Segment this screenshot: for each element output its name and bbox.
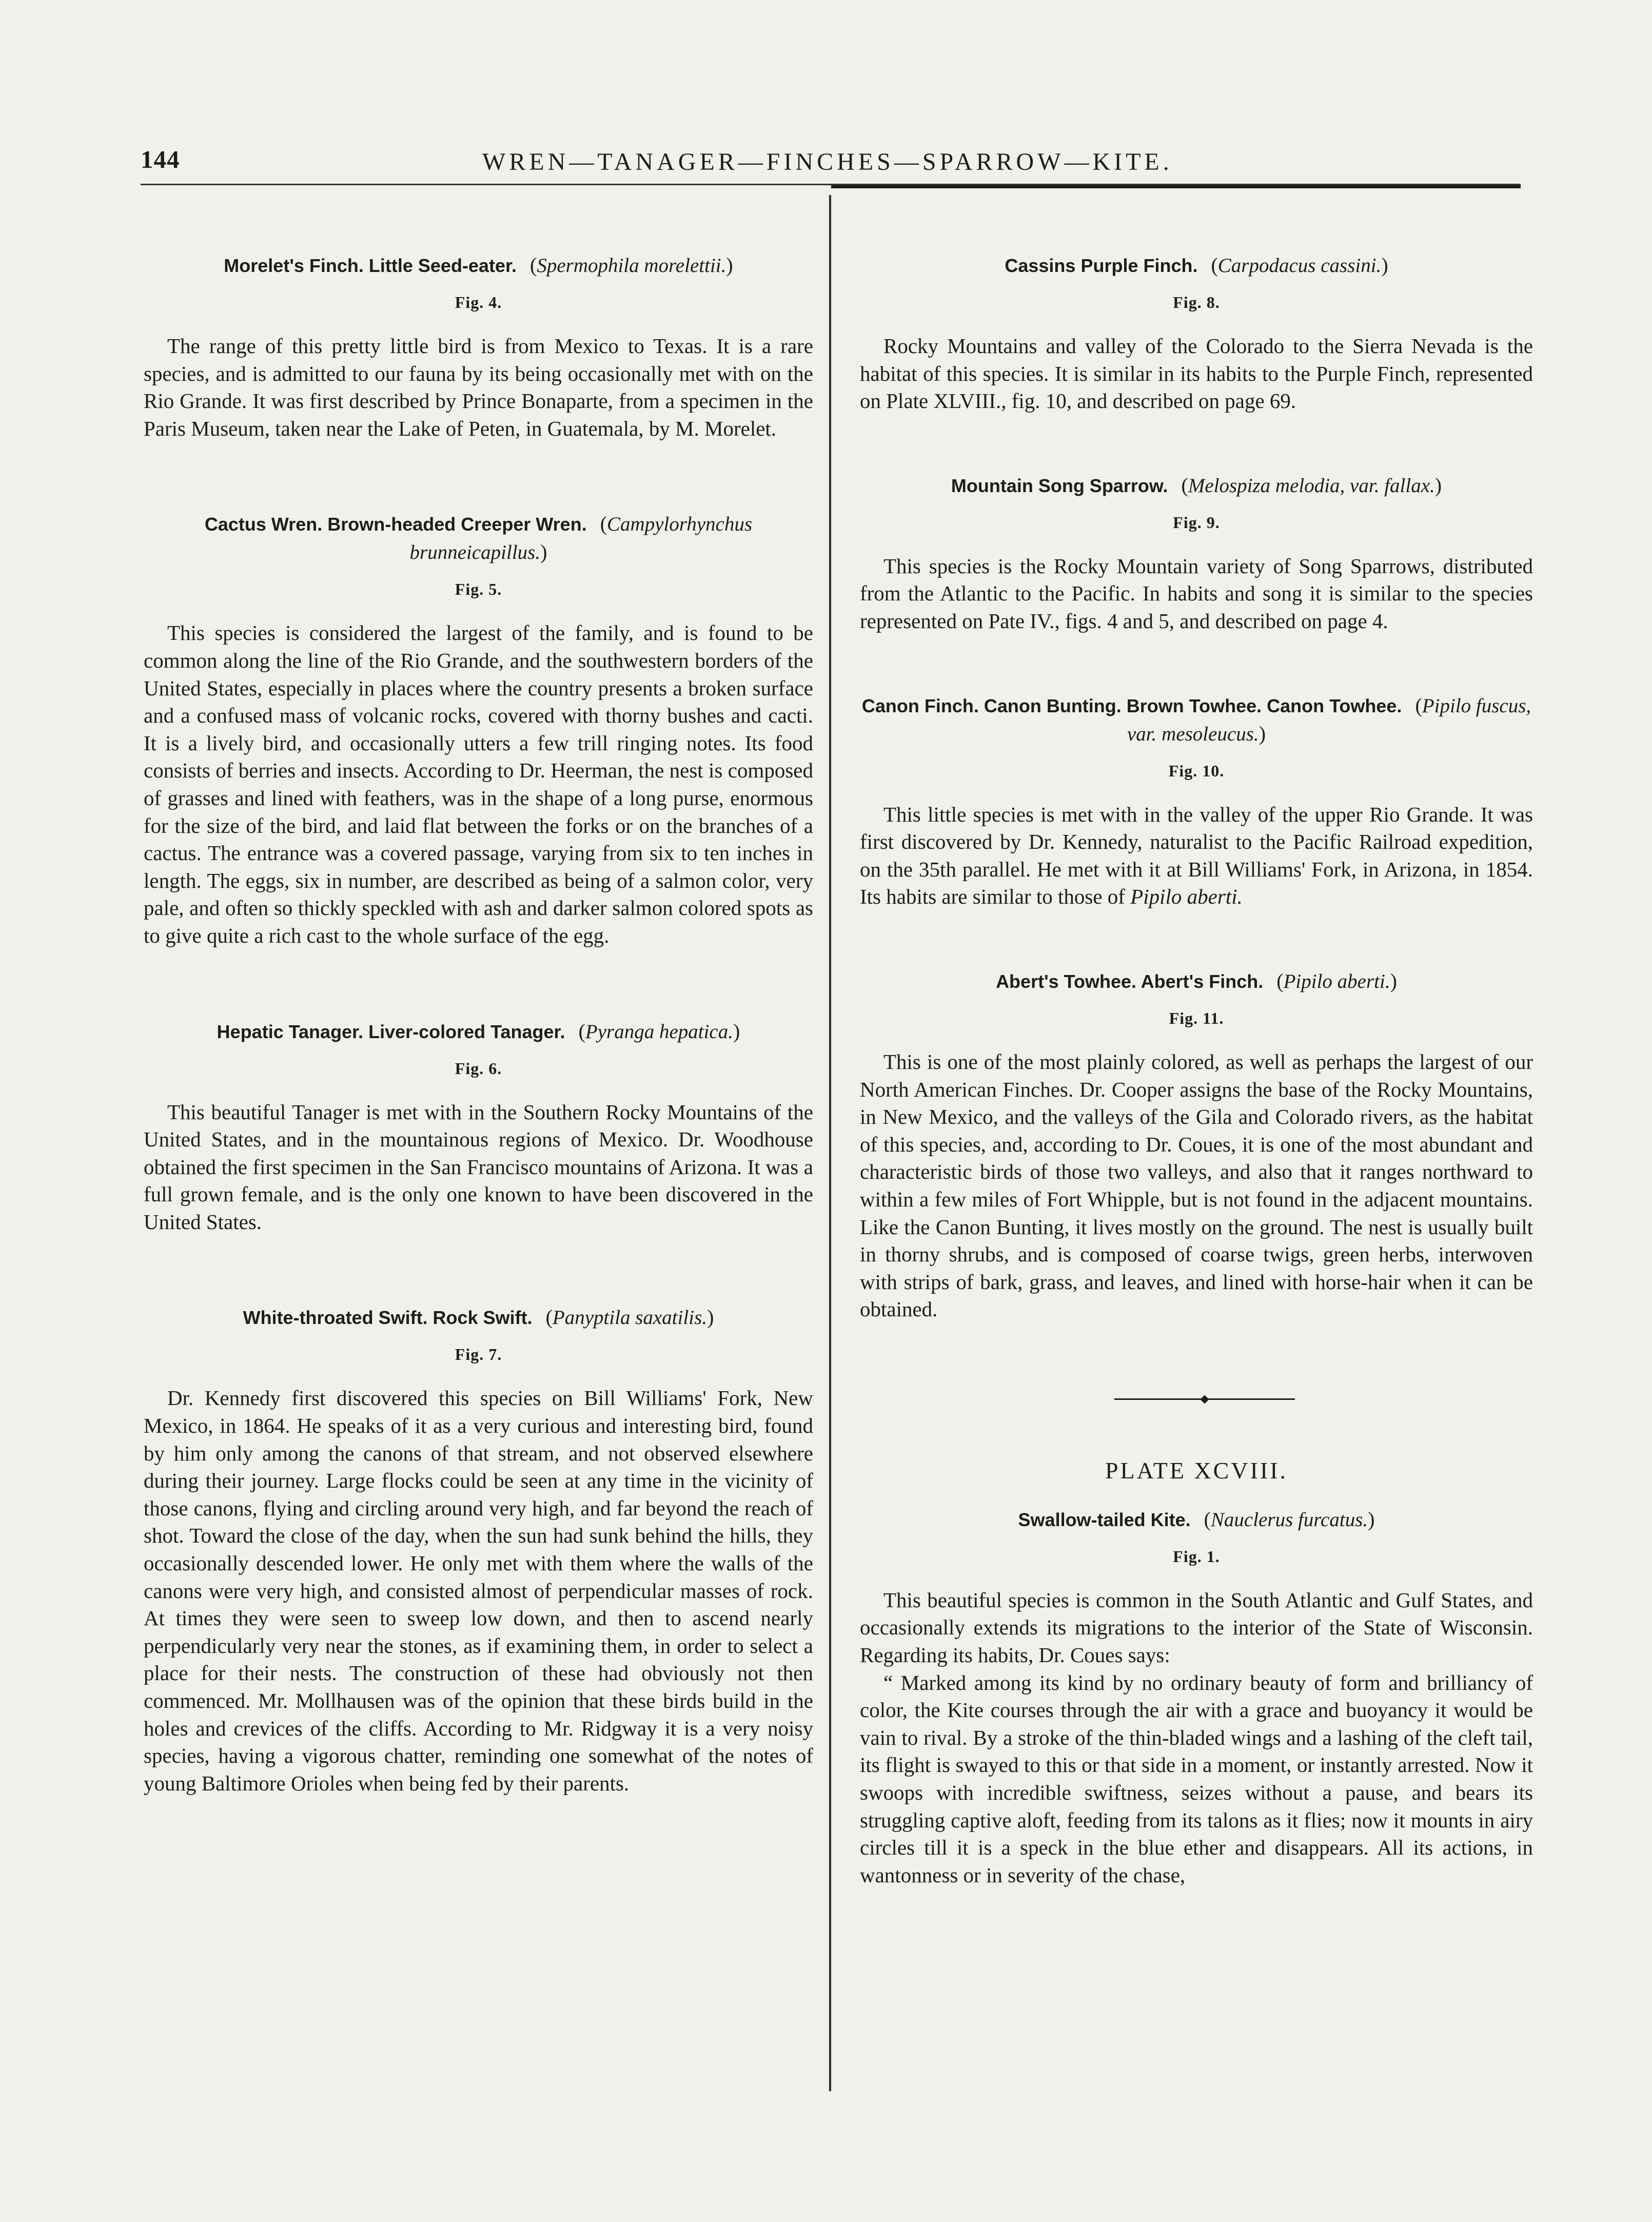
figure-reference: Fig. 7. <box>455 1345 502 1364</box>
section-ornament <box>860 1390 1533 1411</box>
latin-name: Pyranga hepatica. <box>585 1020 733 1043</box>
right-column <box>860 251 1533 1889</box>
latin-name: Panyptila saxatilis. <box>552 1307 707 1329</box>
latin-name: Campylorhynchus brunneicapillus. <box>409 513 753 564</box>
entry-title: Canon Finch. Canon Bunting. Brown Towhee. Canon Towhee. (Pipilo fuscus, var. mesoleucus.) <box>861 693 1531 745</box>
common-name: Cactus Wren. Brown-headed Creeper Wren. <box>204 514 587 535</box>
entry-text: Rocky Mountains and valley of the Colorado to the Sierra Nevada is the habitat of this species. It is similar in its habits to the Purple Finch, represented on Plate XLVIII., fig. 10, and described on page 69. <box>860 334 1533 413</box>
entry-text: This beautiful species is common in the South Atlantic and Gulf States, and occasionally extends its migrations to the interior of the State of Wisconsin. Regarding its habits, Dr. Coues says: <box>860 1588 1533 1667</box>
common-name: Cassins Purple Finch. <box>1005 255 1198 276</box>
entry-text-main: This little species is met with in the valley of the upper Rio Grande. It was first discovered by Dr. Kennedy, naturalist to the Pacific Railroad expedition, on the 35th parallel. He met with it at Bill Williams' Fork, in Arizona, in 1854. Its habits are similar to those of <box>860 802 1533 909</box>
running-head: WREN—TANAGER—FINCHES—SPARROW—KITE. <box>482 148 1173 176</box>
entry-text-italic: Pipilo aberti. <box>1130 885 1243 909</box>
entry-text: The range of this pretty little bird is from Mexico to Texas. It is a rare species, and is admitted to our fauna by its being occasionally met with on the Rio Grande. It was first described by Prince Bonaparte, from a specimen in the Paris Museum, taken near the Lake of Peten, in Guatemala, by M. Morelet. <box>144 334 813 440</box>
common-name: Abert's Towhee. Abert's Finch. <box>996 970 1264 992</box>
common-name: Swallow-tailed Kite. <box>1018 1509 1191 1530</box>
header-rule-thick <box>831 185 1521 188</box>
species-entry <box>860 692 1533 911</box>
common-name: Canon Finch. Canon Bunting. Brown Towhee. Canon Towhee. <box>861 695 1402 716</box>
latin-name: Melospiza melodia, var. fallax. <box>1188 474 1435 497</box>
entry-title: Hepatic Tanager. Liver-colored Tanager. (Pyranga hepatica.) <box>217 1019 740 1043</box>
plate-section <box>860 1457 1533 1889</box>
figure-reference: Fig. 4. <box>455 293 502 311</box>
species-entry <box>144 1018 813 1236</box>
entry-text <box>860 801 1533 911</box>
common-name: Morelet's Finch. Little Seed-eater. <box>224 255 517 276</box>
species-entry <box>144 251 813 442</box>
latin-name: Carpodacus cassini. <box>1217 255 1382 277</box>
common-name: Hepatic Tanager. Liver-colored Tanager. <box>217 1021 565 1042</box>
left-column <box>144 251 813 1797</box>
common-name: Mountain Song Sparrow. <box>951 475 1168 496</box>
entry-title: Cassins Purple Finch. (Carpodacus cassini.) <box>1005 254 1388 277</box>
species-entry <box>860 967 1533 1323</box>
page-number: 144 <box>141 145 180 173</box>
species-entry <box>144 1303 813 1797</box>
entry-title: Mountain Song Sparrow. (Melospiza melodia, var. fallax.) <box>951 473 1442 497</box>
species-entry <box>860 472 1533 635</box>
figure-reference: Fig. 5. <box>455 580 502 599</box>
entry-text: “ Marked among its kind by no ordinary beauty of form and brilliancy of color, the Kite courses through the air with a grace and buoyancy it would be vain to rival. By a stroke of the thin-bladed wings and a lashing of the cleft tail, its flight is swayed to this or that side in a moment, or instantly arrested. Now it swoops with incredible swiftness, seizes without a pause, and bears its struggling captive aloft, feeding from its talons as it flies; now it mounts in airy circles till it is a speck in the blue ether and disappears. All its actions, in wantonness or in severity of the chase, <box>860 1670 1533 1887</box>
entry-title: Cactus Wren. Brown-headed Creeper Wren. (Campylorhynchus brunneicapillus.) <box>204 512 753 564</box>
latin-name: Nauclerus furcatus. <box>1210 1508 1368 1531</box>
entry-text: This species is considered the largest of the family, and is found to be common along the line of the Rio Grande, and the southwestern borders of the United States, especially in places where the country presents a broken surface and a confused mass of volcanic rocks, covered with thorny bushes and cacti. It is a lively bird, and occasionally utters a few trill ringing notes. Its food consists of berries and insects. According to Dr. Heerman, the nest is composed of grasses and lined with feathers, was in the shape of a long purse, enormous for the size of the bird, and laid flat between the forks or on the branches of a cactus. The entrance was a covered passage, varying from six to ten inches in length. The eggs, six in number, are described as being of a salmon color, very pale, and often so thickly speckled with ash and darker salmon colored spots as to give quite a rich cast to the whole surface of the egg. <box>144 621 813 947</box>
figure-reference: Fig. 6. <box>455 1059 502 1078</box>
figure-reference: Fig. 11. <box>1169 1008 1224 1027</box>
latin-name: Pipilo fuscus, var. mesoleucus. <box>1127 694 1531 745</box>
common-name: White-throated Swift. Rock Swift. <box>243 1307 533 1329</box>
figure-reference: Fig. 8. <box>1173 293 1220 311</box>
plate-heading: PLATE XCVIII. <box>1105 1457 1288 1484</box>
entry-text: Dr. Kennedy first discovered this species on Bill Williams' Fork, New Mexico, in 1864. He speaks of it as a very curious and interesting bird, found by him only among the canons of that stream, and not observed elsewhere during their journey. Large flocks could be seen at any time in the vicinity of those canons, flying and circling around very high, and far beyond the reach of shot. Toward the close of the day, when the sun had sunk behind the hills, they occasionally descended lower. He only met with them where the walls of the canons were very high, and consisted almost of perpendicular masses of rock. At times they were seen to sweep low down, and then to ascend nearly perpendicularly very near the stones, as if examining them, in order to select a place for their nests. The construction of these had obviously not then commenced. Mr. Mollhausen was of the opinion that these birds build in the holes and crevices of the cliffs. According to Mr. Ridgway it is a very noisy species, having a vigorous chatter, reminding one somewhat of the notes of young Baltimore Orioles when being fed by their parents. <box>144 1386 813 1795</box>
entry-title: Abert's Towhee. Abert's Finch. (Pipilo aberti.) <box>996 969 1397 992</box>
entry-text: This beautiful Tanager is met with in the Southern Rocky Mountains of the United States, and in the mountainous regions of Mexico. Dr. Woodhouse obtained the first specimen in the San Francisco mountains of Arizona. It was a full grown female, and is the only one known to have been discovered in the United States. <box>144 1100 813 1234</box>
entry-title: Morelet's Finch. Little Seed-eater. (Spermophila morelettii.) <box>224 254 733 277</box>
entry-title: White-throated Swift. Rock Swift. (Panyptila saxatilis.) <box>243 1305 714 1329</box>
entry-title: Swallow-tailed Kite. (Nauclerus furcatus.) <box>1018 1507 1375 1531</box>
figure-reference: Fig. 9. <box>1173 513 1220 532</box>
entry-text: This is one of the most plainly colored, as well as perhaps the largest of our North American Finches. Dr. Cooper assigns the base of the Rocky Mountains, in New Mexico, and the valleys of the Gila and Colorado rivers, as the habitat of this species, and, according to Dr. Coues, it is one of the most abundant and characteristic birds of those two valleys, and also that it ranges northward to within a few miles of Fort Whipple, but is not found in the adjacent mountains. Like the Canon Bunting, it lives mostly on the ground. The nest is usually built in thorny shrubs, and is composed of coarse twigs, green herbs, interwoven with strips of bark, grass, and leaves, and lined with horse-hair when it can be obtained. <box>860 1049 1533 1321</box>
latin-name: Pipilo aberti. <box>1283 970 1390 992</box>
figure-reference: Fig. 1. <box>1173 1547 1220 1566</box>
species-entry <box>144 510 813 949</box>
entry-text: This species is the Rocky Mountain variety of Song Sparrows, distributed from the Atlantic to the Pacific. In habits and song it is similar to the species represented on Pate IV., figs. 4 and 5, and described on page 4. <box>860 554 1533 633</box>
column-divider <box>829 195 831 2091</box>
figure-reference: Fig. 10. <box>1168 761 1225 780</box>
latin-name: Spermophila morelettii. <box>537 255 726 277</box>
species-entry <box>860 251 1533 415</box>
